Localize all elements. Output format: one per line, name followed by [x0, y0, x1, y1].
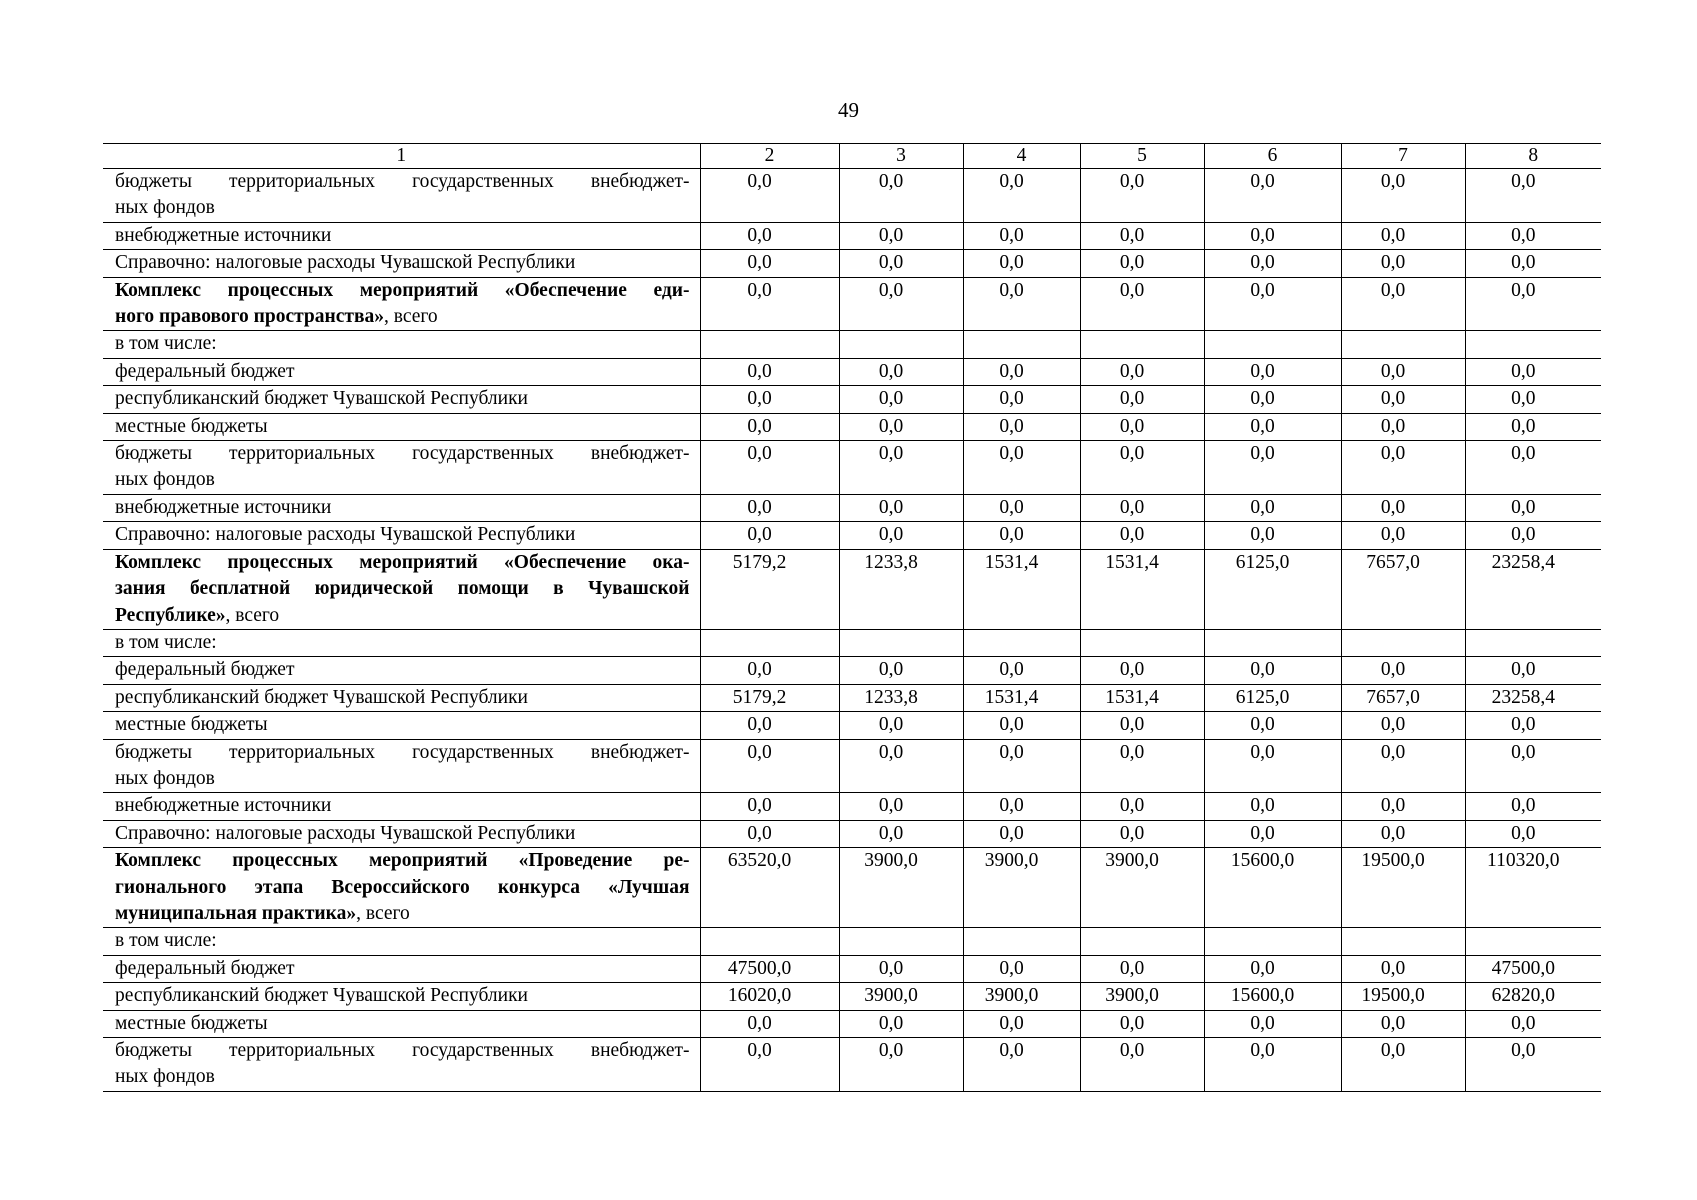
complex-title-line: Республике»	[115, 604, 226, 626]
complex-title-line: Комплекс процессных мероприятий «Проведение ре-	[115, 850, 690, 872]
value-cell-col-6: 0,0	[1204, 955, 1341, 982]
complex-total-row	[103, 848, 1601, 928]
value-cell-col-8: 0,0	[1465, 441, 1601, 495]
value-cell-col-6	[1204, 331, 1341, 358]
value-cell-col-8: 0,0	[1465, 250, 1601, 277]
row-label	[103, 1010, 700, 1037]
value-cell-col-7: 0,0	[1341, 358, 1465, 385]
value-cell-col-3: 0,0	[839, 820, 963, 847]
value-cell-col-5: 0,0	[1080, 386, 1204, 413]
value-cell-col-2: 0,0	[700, 522, 839, 549]
column-number-1: 1	[103, 144, 700, 169]
value-cell-col-3	[839, 331, 963, 358]
value-cell-col-3: 0,0	[839, 358, 963, 385]
value-cell-col-3: 0,0	[839, 712, 963, 739]
complex-title-line: Комплекс процессных мероприятий «Обеспечение еди-	[115, 279, 690, 301]
value-cell-col-4: 0,0	[963, 441, 1080, 495]
row-label-line: местные бюджеты	[115, 1012, 268, 1034]
value-cell-col-6: 0,0	[1204, 793, 1341, 820]
value-cell-col-7: 0,0	[1341, 386, 1465, 413]
row-label	[103, 739, 700, 793]
value-cell-col-7: 7657,0	[1341, 549, 1465, 629]
value-cell-col-2: 5179,2	[700, 549, 839, 629]
value-cell-col-3: 0,0	[839, 222, 963, 249]
complex-title-line: гионального этапа Всероссийского конкурса «Лучшая	[115, 876, 690, 898]
value-cell-col-7: 19500,0	[1341, 848, 1465, 928]
row-label-line: бюджеты территориальных государственных внебюджет-	[115, 1040, 690, 1061]
table-row	[103, 222, 1601, 249]
row-label-line: Справочно: налоговые расходы Чувашской Республики	[115, 524, 576, 546]
value-cell-col-3: 0,0	[839, 1010, 963, 1037]
value-cell-col-8: 0,0	[1465, 222, 1601, 249]
value-cell-col-2: 63520,0	[700, 848, 839, 928]
value-cell-col-3: 0,0	[839, 413, 963, 440]
value-cell-col-6	[1204, 629, 1341, 656]
value-cell-col-5: 0,0	[1080, 1038, 1204, 1092]
value-cell-col-4: 0,0	[963, 169, 1080, 223]
row-label-line: федеральный бюджет	[115, 360, 295, 382]
row-label	[103, 522, 700, 549]
value-cell-col-7: 0,0	[1341, 522, 1465, 549]
value-cell-col-7: 0,0	[1341, 169, 1465, 223]
value-cell-col-2: 0,0	[700, 657, 839, 684]
table-row	[103, 793, 1601, 820]
row-label	[103, 413, 700, 440]
table-row	[103, 386, 1601, 413]
value-cell-col-5: 0,0	[1080, 955, 1204, 982]
value-cell-col-8	[1465, 928, 1601, 955]
complex-title-suffix: , всего	[384, 306, 438, 328]
complex-title-suffix: , всего	[225, 604, 280, 626]
value-cell-col-7: 7657,0	[1341, 684, 1465, 711]
value-cell-col-3: 0,0	[839, 277, 963, 331]
value-cell-col-4: 0,0	[963, 739, 1080, 793]
row-label-line: бюджеты территориальных государственных внебюджет-	[115, 741, 690, 763]
value-cell-col-5	[1080, 331, 1204, 358]
value-cell-col-5: 0,0	[1080, 441, 1204, 495]
complex-total-row	[103, 277, 1601, 331]
value-cell-col-2: 0,0	[700, 169, 839, 223]
value-cell-col-2: 0,0	[700, 250, 839, 277]
value-cell-col-4: 0,0	[963, 386, 1080, 413]
value-cell-col-8: 62820,0	[1465, 983, 1601, 1010]
row-label-line: федеральный бюджет	[115, 659, 295, 681]
value-cell-col-4: 0,0	[963, 522, 1080, 549]
value-cell-col-8: 0,0	[1465, 739, 1601, 793]
value-cell-col-7	[1341, 629, 1465, 656]
value-cell-col-7: 0,0	[1341, 250, 1465, 277]
column-number-3: 3	[839, 144, 963, 169]
row-label-line: республиканский бюджет Чувашской Республики	[115, 985, 528, 1007]
row-label	[103, 277, 700, 331]
complex-total-row	[103, 549, 1601, 629]
value-cell-col-4: 0,0	[963, 277, 1080, 331]
value-cell-col-5: 0,0	[1080, 413, 1204, 440]
value-cell-col-4: 0,0	[963, 657, 1080, 684]
table-row	[103, 629, 1601, 656]
value-cell-col-7: 0,0	[1341, 277, 1465, 331]
value-cell-col-6: 6125,0	[1204, 684, 1341, 711]
value-cell-col-4: 0,0	[963, 494, 1080, 521]
row-label	[103, 386, 700, 413]
value-cell-col-3: 0,0	[839, 657, 963, 684]
value-cell-col-5: 0,0	[1080, 1010, 1204, 1037]
value-cell-col-2: 0,0	[700, 1038, 839, 1092]
value-cell-col-2: 16020,0	[700, 983, 839, 1010]
value-cell-col-5: 0,0	[1080, 358, 1204, 385]
value-cell-col-4: 0,0	[963, 712, 1080, 739]
page-number: 49	[838, 98, 859, 122]
value-cell-col-2: 0,0	[700, 1010, 839, 1037]
value-cell-col-2	[700, 331, 839, 358]
value-cell-col-2: 0,0	[700, 739, 839, 793]
value-cell-col-3: 0,0	[839, 955, 963, 982]
value-cell-col-6: 0,0	[1204, 657, 1341, 684]
row-label	[103, 955, 700, 982]
table-body	[103, 144, 1601, 1092]
value-cell-col-3: 0,0	[839, 522, 963, 549]
value-cell-col-3: 1233,8	[839, 684, 963, 711]
value-cell-col-5: 0,0	[1080, 169, 1204, 223]
value-cell-col-8: 0,0	[1465, 522, 1601, 549]
table-row	[103, 955, 1601, 982]
value-cell-col-2: 0,0	[700, 413, 839, 440]
row-label-line: в том числе:	[115, 631, 217, 653]
table-row	[103, 1010, 1601, 1037]
column-number-7: 7	[1341, 144, 1465, 169]
value-cell-col-7: 0,0	[1341, 712, 1465, 739]
value-cell-col-6: 0,0	[1204, 820, 1341, 847]
value-cell-col-6: 0,0	[1204, 1038, 1341, 1092]
row-label-line: бюджеты территориальных государственных внебюджет-	[115, 171, 690, 192]
value-cell-col-4	[963, 928, 1080, 955]
row-label	[103, 928, 700, 955]
value-cell-col-3	[839, 928, 963, 955]
row-label	[103, 793, 700, 820]
value-cell-col-7: 19500,0	[1341, 983, 1465, 1010]
table-row	[103, 358, 1601, 385]
value-cell-col-4: 3900,0	[963, 983, 1080, 1010]
table-row	[103, 169, 1601, 223]
value-cell-col-2: 0,0	[700, 222, 839, 249]
row-label-line: местные бюджеты	[115, 415, 268, 437]
value-cell-col-2	[700, 928, 839, 955]
value-cell-col-4: 0,0	[963, 793, 1080, 820]
value-cell-col-3: 3900,0	[839, 848, 963, 928]
row-label-line: бюджеты территориальных государственных внебюджет-	[115, 443, 690, 465]
value-cell-col-5: 0,0	[1080, 657, 1204, 684]
value-cell-col-5: 3900,0	[1080, 848, 1204, 928]
row-label-line: ных фондов	[115, 1066, 215, 1088]
table-row	[103, 413, 1601, 440]
value-cell-col-5: 0,0	[1080, 494, 1204, 521]
row-label	[103, 983, 700, 1010]
value-cell-col-5: 0,0	[1080, 793, 1204, 820]
value-cell-col-5: 0,0	[1080, 277, 1204, 331]
complex-title-suffix: , всего	[356, 902, 410, 924]
row-label-line: Справочно: налоговые расходы Чувашской Республики	[115, 252, 576, 274]
row-label-line: федеральный бюджет	[115, 957, 295, 979]
complex-title-line: Комплекс процессных мероприятий «Обеспечение ока-	[115, 551, 690, 573]
table-row	[103, 928, 1601, 955]
value-cell-col-8	[1465, 629, 1601, 656]
value-cell-col-4: 0,0	[963, 413, 1080, 440]
value-cell-col-4: 0,0	[963, 358, 1080, 385]
row-label	[103, 820, 700, 847]
row-label	[103, 441, 700, 495]
table-row	[103, 331, 1601, 358]
row-label	[103, 1038, 700, 1092]
value-cell-col-6	[1204, 928, 1341, 955]
value-cell-col-4: 0,0	[963, 820, 1080, 847]
value-cell-col-6: 0,0	[1204, 250, 1341, 277]
row-label	[103, 222, 700, 249]
value-cell-col-7	[1341, 331, 1465, 358]
value-cell-col-3: 1233,8	[839, 549, 963, 629]
value-cell-col-7: 0,0	[1341, 820, 1465, 847]
row-label-line: ных фондов	[115, 197, 215, 219]
value-cell-col-8: 23258,4	[1465, 684, 1601, 711]
complex-title-line: муниципальная практика»	[115, 902, 357, 924]
value-cell-col-3: 0,0	[839, 250, 963, 277]
value-cell-col-6: 0,0	[1204, 739, 1341, 793]
value-cell-col-8	[1465, 331, 1601, 358]
column-number-row	[103, 144, 1601, 169]
value-cell-col-6: 0,0	[1204, 441, 1341, 495]
value-cell-col-2: 5179,2	[700, 684, 839, 711]
row-label-line: в том числе:	[115, 333, 217, 355]
table-row	[103, 820, 1601, 847]
value-cell-col-4: 1531,4	[963, 684, 1080, 711]
value-cell-col-3: 0,0	[839, 793, 963, 820]
row-label	[103, 657, 700, 684]
column-number-2: 2	[700, 144, 839, 169]
value-cell-col-5	[1080, 629, 1204, 656]
value-cell-col-6: 0,0	[1204, 494, 1341, 521]
value-cell-col-7: 0,0	[1341, 494, 1465, 521]
value-cell-col-8: 0,0	[1465, 169, 1601, 223]
budget-table	[103, 143, 1601, 1092]
value-cell-col-6: 0,0	[1204, 522, 1341, 549]
row-label-line: в том числе:	[115, 930, 217, 952]
value-cell-col-6: 6125,0	[1204, 549, 1341, 629]
value-cell-col-8: 0,0	[1465, 1010, 1601, 1037]
value-cell-col-5: 0,0	[1080, 739, 1204, 793]
value-cell-col-7: 0,0	[1341, 1010, 1465, 1037]
value-cell-col-6: 15600,0	[1204, 848, 1341, 928]
value-cell-col-3: 0,0	[839, 1038, 963, 1092]
value-cell-col-5: 0,0	[1080, 250, 1204, 277]
table-row	[103, 1038, 1601, 1092]
value-cell-col-4: 0,0	[963, 250, 1080, 277]
row-label-line: Справочно: налоговые расходы Чувашской Республики	[115, 822, 576, 844]
value-cell-col-6: 0,0	[1204, 413, 1341, 440]
value-cell-col-2: 0,0	[700, 820, 839, 847]
row-label	[103, 684, 700, 711]
table-row	[103, 983, 1601, 1010]
value-cell-col-2: 0,0	[700, 494, 839, 521]
value-cell-col-6: 0,0	[1204, 358, 1341, 385]
column-number-4: 4	[963, 144, 1080, 169]
table-row	[103, 441, 1601, 495]
value-cell-col-8: 110320,0	[1465, 848, 1601, 928]
value-cell-col-2: 0,0	[700, 386, 839, 413]
value-cell-col-7: 0,0	[1341, 222, 1465, 249]
value-cell-col-6: 0,0	[1204, 169, 1341, 223]
value-cell-col-7: 0,0	[1341, 1038, 1465, 1092]
value-cell-col-5: 0,0	[1080, 712, 1204, 739]
value-cell-col-5: 3900,0	[1080, 983, 1204, 1010]
table-row	[103, 657, 1601, 684]
value-cell-col-6: 0,0	[1204, 386, 1341, 413]
value-cell-col-7: 0,0	[1341, 413, 1465, 440]
table-row	[103, 494, 1601, 521]
value-cell-col-8: 0,0	[1465, 494, 1601, 521]
row-label	[103, 331, 700, 358]
table-row	[103, 522, 1601, 549]
value-cell-col-4: 0,0	[963, 1038, 1080, 1092]
value-cell-col-7: 0,0	[1341, 657, 1465, 684]
value-cell-col-3: 0,0	[839, 441, 963, 495]
value-cell-col-6: 0,0	[1204, 222, 1341, 249]
value-cell-col-3: 0,0	[839, 494, 963, 521]
value-cell-col-8: 0,0	[1465, 793, 1601, 820]
value-cell-col-3: 0,0	[839, 386, 963, 413]
complex-title-line: зания бесплатной юридической помощи в Чувашской	[115, 578, 690, 600]
row-label	[103, 712, 700, 739]
value-cell-col-8: 0,0	[1465, 386, 1601, 413]
value-cell-col-4: 0,0	[963, 222, 1080, 249]
row-label-line: республиканский бюджет Чувашской Республики	[115, 388, 528, 410]
value-cell-col-8: 47500,0	[1465, 955, 1601, 982]
value-cell-col-8: 0,0	[1465, 277, 1601, 331]
value-cell-col-8: 0,0	[1465, 1038, 1601, 1092]
value-cell-col-2: 0,0	[700, 358, 839, 385]
value-cell-col-7: 0,0	[1341, 739, 1465, 793]
value-cell-col-4	[963, 331, 1080, 358]
value-cell-col-5: 0,0	[1080, 522, 1204, 549]
value-cell-col-8: 0,0	[1465, 657, 1601, 684]
row-label-line: местные бюджеты	[115, 714, 268, 736]
row-label-line: внебюджетные источники	[115, 496, 332, 518]
row-label-line: внебюджетные источники	[115, 224, 332, 246]
value-cell-col-8: 0,0	[1465, 413, 1601, 440]
row-label	[103, 629, 700, 656]
row-label	[103, 848, 700, 928]
value-cell-col-8: 0,0	[1465, 820, 1601, 847]
value-cell-col-2: 0,0	[700, 441, 839, 495]
value-cell-col-4: 1531,4	[963, 549, 1080, 629]
value-cell-col-3: 0,0	[839, 169, 963, 223]
row-label	[103, 169, 700, 223]
value-cell-col-3: 0,0	[839, 739, 963, 793]
value-cell-col-2: 0,0	[700, 712, 839, 739]
row-label	[103, 549, 700, 629]
row-label	[103, 358, 700, 385]
value-cell-col-4: 3900,0	[963, 848, 1080, 928]
value-cell-col-6: 15600,0	[1204, 983, 1341, 1010]
value-cell-col-6: 0,0	[1204, 712, 1341, 739]
row-label-line: республиканский бюджет Чувашской Республики	[115, 686, 528, 708]
table-row	[103, 739, 1601, 793]
column-number-5: 5	[1080, 144, 1204, 169]
value-cell-col-2: 47500,0	[700, 955, 839, 982]
value-cell-col-4: 0,0	[963, 955, 1080, 982]
value-cell-col-7: 0,0	[1341, 793, 1465, 820]
row-label	[103, 250, 700, 277]
row-label-line: ных фондов	[115, 767, 215, 789]
value-cell-col-3: 3900,0	[839, 983, 963, 1010]
value-cell-col-8: 0,0	[1465, 712, 1601, 739]
complex-title-line: ного правового пространства»	[115, 306, 385, 328]
value-cell-col-2: 0,0	[700, 793, 839, 820]
value-cell-col-3	[839, 629, 963, 656]
value-cell-col-4: 0,0	[963, 1010, 1080, 1037]
table-row	[103, 250, 1601, 277]
row-label-line: внебюджетные источники	[115, 795, 332, 817]
value-cell-col-5	[1080, 928, 1204, 955]
table-row	[103, 684, 1601, 711]
column-number-8: 8	[1465, 144, 1601, 169]
value-cell-col-4	[963, 629, 1080, 656]
column-number-6: 6	[1204, 144, 1341, 169]
row-label	[103, 494, 700, 521]
value-cell-col-7	[1341, 928, 1465, 955]
value-cell-col-5: 1531,4	[1080, 684, 1204, 711]
value-cell-col-7: 0,0	[1341, 955, 1465, 982]
row-label-line: ных фондов	[115, 469, 215, 491]
value-cell-col-5: 0,0	[1080, 222, 1204, 249]
value-cell-col-6: 0,0	[1204, 1010, 1341, 1037]
value-cell-col-5: 1531,4	[1080, 549, 1204, 629]
value-cell-col-6: 0,0	[1204, 277, 1341, 331]
value-cell-col-2	[700, 629, 839, 656]
value-cell-col-8: 23258,4	[1465, 549, 1601, 629]
value-cell-col-5: 0,0	[1080, 820, 1204, 847]
value-cell-col-7: 0,0	[1341, 441, 1465, 495]
value-cell-col-8: 0,0	[1465, 358, 1601, 385]
value-cell-col-2: 0,0	[700, 277, 839, 331]
table-row	[103, 712, 1601, 739]
